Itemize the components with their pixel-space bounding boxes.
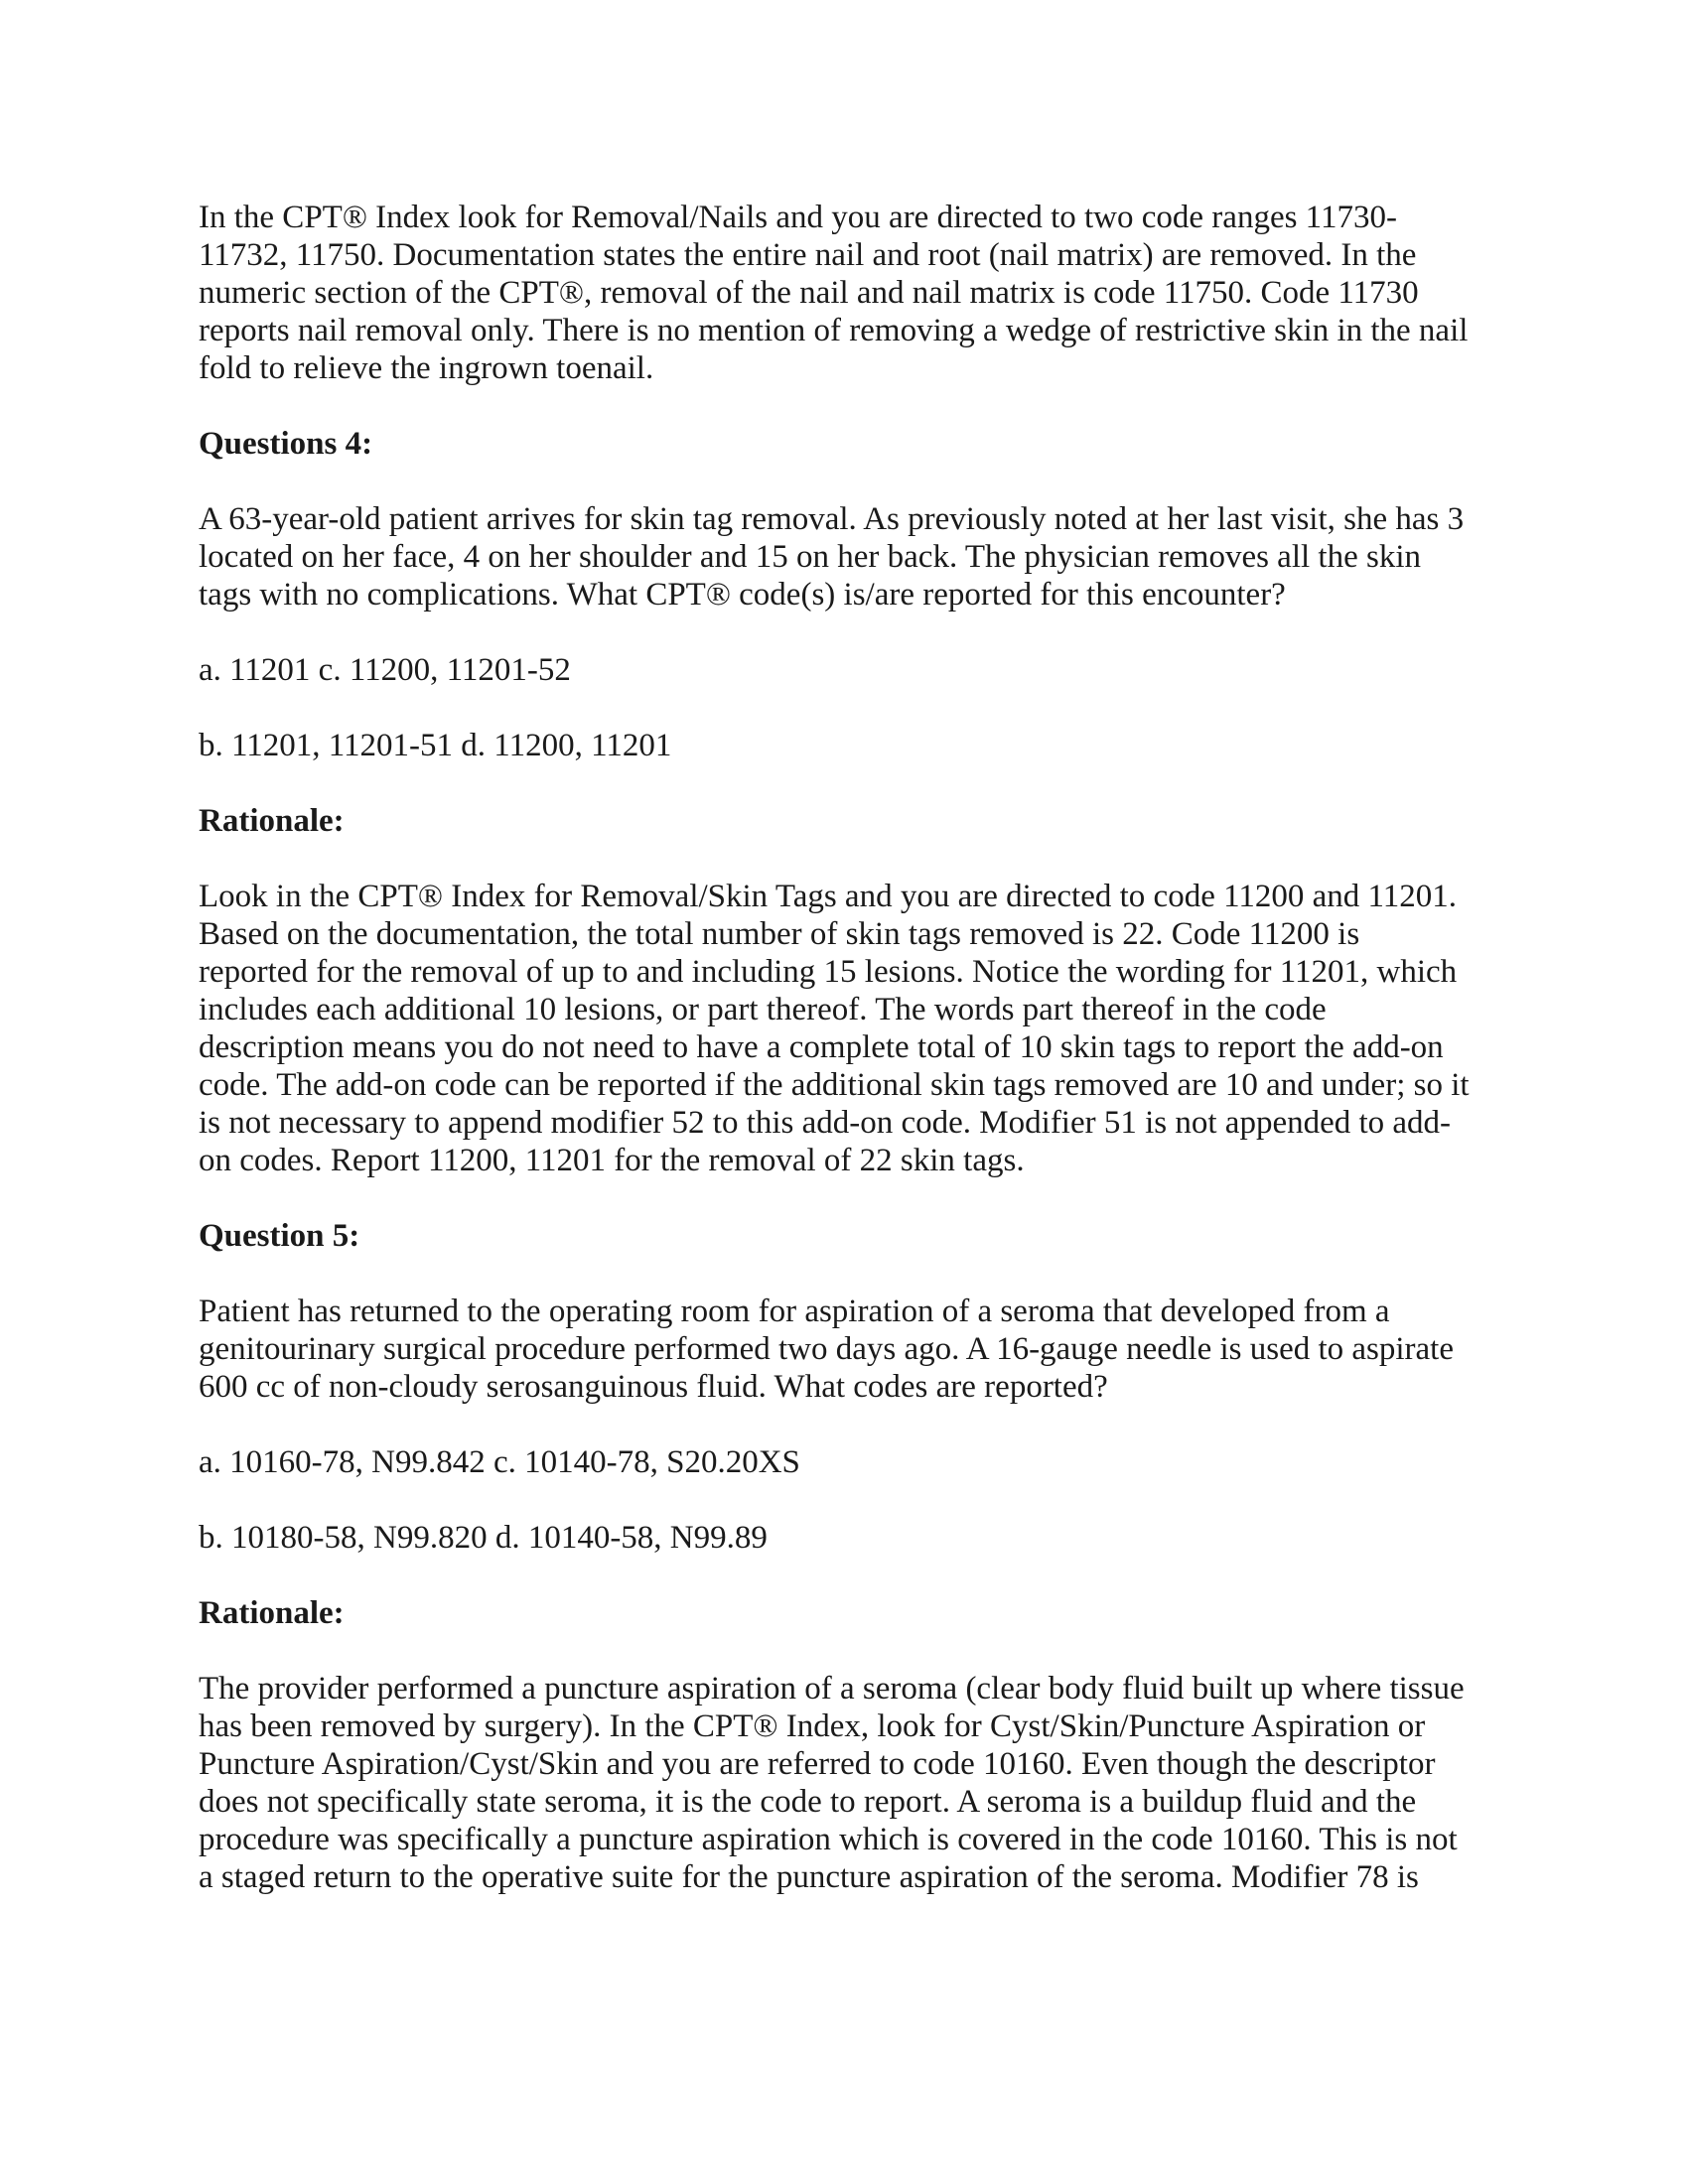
question-5-text: Patient has returned to the operating room for aspiration of a seroma that developed from a genitourinary surgical procedure performed two days ago. A 16-gauge needle is used to aspirate 600 cc of non-cloudy serosanguinous fluid. What codes are reported? [199,1294,1454,1405]
question-4-heading: Questions 4: [199,426,373,462]
nail-removal-rationale: In the CPT® Index look for Removal/Nails and you are directed to two code ranges 11730- 11732, 11750. Documentation states the entire nail and root (nail matrix) are removed. In the numeric section of the CPT®, removal of the nail and nail matrix is code 11750. Code 11730 reports nail removal only. There is no mention of removing a wedge of restrictive skin in the nail fold to relieve the ingrown toenail. [199,200,1469,386]
question-5-heading: Question 5: [199,1218,360,1254]
question-5-options-line-2: b. 10180-58, N99.820 d. 10140-58, N99.89 [199,1520,768,1556]
question-4-text: A 63-year-old patient arrives for skin tag removal. As previously noted at her last visit, she has 3 located on her face, 4 on her shoulder and 15 on her back. The physician removes all the skin tags with no complications. What CPT® code(s) is/are reported for this encounter? [199,501,1465,613]
question-5-rationale-heading: Rationale: [199,1595,345,1631]
question-4-rationale-heading: Rationale: [199,803,345,839]
question-4-rationale-text: Look in the CPT® Index for Removal/Skin Tags and you are directed to code 11200 and 11201. Based on the documentation, the total number of skin tags removed is 22. Code 11200 is reported for the removal of up to and including 15 lesions. Notice the wording for 11201, which includes each additional 10 lesions, or part thereof. The words part thereof in the code description means you do not need to have a complete total of 10 skin tags to report the add-on code. The add-on code can be reported if the additional skin tags removed are 10 and under; so it is not necessary to append modifier 52 to this add-on code. Modifier 51 is not appended to add- on codes. Report 11200, 11201 for the removal of 22 skin tags. [199,879,1470,1178]
question-4-options-line-1: a. 11201 c. 11200, 11201-52 [199,652,571,688]
question-4-options-line-2: b. 11201, 11201-51 d. 11200, 11201 [199,728,672,763]
document-page [199,199,1499,1896]
question-5-rationale-text: The provider performed a puncture aspiration of a seroma (clear body fluid built up where tissue has been removed by surgery). In the CPT® Index, look for Cyst/Skin/Puncture Aspiration or Puncture Aspiration/Cyst/Skin and you are referred to code 10160. Even though the descriptor does not specifically state seroma, it is the code to report. A seroma is a buildup fluid and the procedure was specifically a puncture aspiration which is covered in the code 10160. This is not a staged return to the operative suite for the puncture aspiration of the seroma. Modifier 78 is [199,1671,1465,1895]
question-5-options-line-1: a. 10160-78, N99.842 c. 10140-78, S20.20XS [199,1444,800,1480]
